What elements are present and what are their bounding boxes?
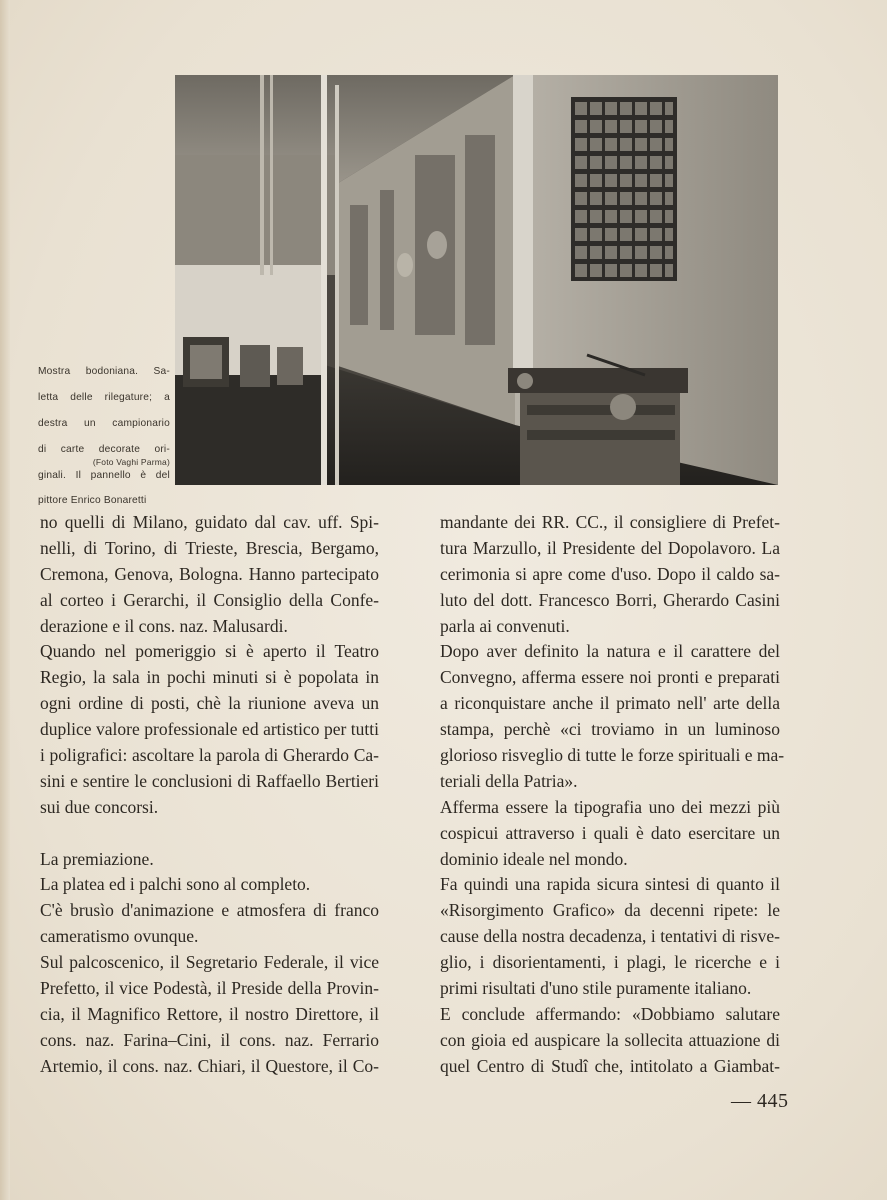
text-line: Sul palcoscenico, il Segretario Federale, il vice bbox=[40, 952, 379, 973]
binding-press bbox=[508, 355, 688, 485]
paragraph-gap bbox=[40, 821, 379, 847]
text-line: Regio, la sala in pochi minuti si è popolata in bbox=[40, 667, 379, 688]
text-line: E conclude affermando: «Dobbiamo salutare bbox=[440, 1003, 780, 1024]
text-line: derazione e il cons. naz. Malusardi. bbox=[40, 615, 288, 636]
text-line: Prefetto, il vice Podestà, il Preside della Provin- bbox=[40, 978, 379, 999]
photo-credit: (Foto Vaghi Parma) bbox=[92, 457, 170, 467]
page-number: — 445 bbox=[731, 1090, 789, 1112]
text-line: La platea ed i palchi sono al completo. bbox=[40, 874, 311, 895]
caption-line: destra un campionario bbox=[38, 417, 170, 429]
text-line: cospicui attraverso i quali è dato esercitare un bbox=[440, 822, 780, 843]
caption-line: di carte decorate ori- bbox=[38, 443, 170, 455]
text-line: no quelli di Milano, guidato dal cav. uff. Spi- bbox=[40, 512, 379, 532]
text-line: ogni ordine di posti, chè la riunione aveva un bbox=[40, 693, 379, 714]
text-line: sui due concorsi. bbox=[40, 796, 159, 817]
text-line: Afferma essere la tipografia uno dei mezzi più bbox=[440, 796, 780, 817]
text-line: cause della nostra decadenza, i tentativi di risve- bbox=[440, 926, 780, 947]
text-line: mandante dei RR. CC., il consigliere di Prefet- bbox=[440, 512, 780, 532]
text-line: cameratismo ovunque. bbox=[40, 926, 199, 947]
text-line: al corteo i Gerarchi, il Consiglio della Confe- bbox=[40, 589, 379, 610]
text-line: «Risorgimento Grafico» da decenni ripete: le bbox=[440, 900, 780, 921]
photo-caption bbox=[38, 365, 170, 520]
binding-edge bbox=[0, 0, 10, 1200]
text-line: stampa, perchè «ci troviamo in un luminoso bbox=[440, 719, 780, 740]
text-line: tura Marzullo, il Presidente del Dopolavoro. La bbox=[440, 537, 780, 558]
text-line: Fa quindi una rapida sicura sintesi di quanto il bbox=[440, 874, 780, 895]
text-line: teriali della Patria». bbox=[440, 770, 578, 791]
text-line: cerimonia si apre come d'uso. Dopo il caldo sa- bbox=[440, 563, 780, 584]
exhibition-photo bbox=[175, 75, 778, 485]
text-line: Convegno, afferma essere noi pronti e preparati bbox=[440, 667, 780, 688]
text-line: Artemio, il cons. naz. Chiari, il Questore, il Co- bbox=[40, 1055, 379, 1076]
text-line: a riconquistare anche il primato nell' arte della bbox=[440, 693, 780, 714]
text-line: Quando nel pomeriggio si è aperto il Teatro bbox=[40, 641, 379, 662]
text-column-left bbox=[40, 510, 379, 1080]
text-line: cia, il Magnifico Rettore, il nostro Direttore, il bbox=[40, 1003, 379, 1024]
text-line: Dopo aver definito la natura e il carattere del bbox=[440, 641, 780, 662]
glass-block-window bbox=[571, 97, 677, 281]
text-line: dominio ideale nel mondo. bbox=[440, 848, 628, 869]
text-line: sini e sentire le conclusioni di Raffaello Bertieri bbox=[40, 770, 379, 791]
text-line: cons. naz. Farina–Cini, il cons. naz. Ferrario bbox=[40, 1029, 379, 1050]
text-line: con gioia ed auspicare la sollecita attuazione di bbox=[440, 1029, 780, 1050]
text-line: i poligrafici: ascoltare la parola di Gherardo Ca- bbox=[40, 745, 379, 766]
section-heading: La premiazione. bbox=[40, 848, 154, 869]
caption-line: pittore Enrico Bonaretti bbox=[38, 495, 147, 507]
text-line: nelli, di Torino, di Trieste, Brescia, Bergamo, bbox=[40, 537, 379, 558]
text-line: C'è brusìo d'animazione e atmosfera di franco bbox=[40, 900, 379, 921]
text-line: Cremona, Genova, Bologna. Hanno partecipato bbox=[40, 563, 379, 584]
text-line: primi risultati d'uno stile puramente italiano. bbox=[440, 978, 752, 999]
text-column-right bbox=[440, 510, 785, 1080]
caption-line: ginali. Il pannello è del bbox=[38, 469, 170, 481]
text-line: parla ai convenuti. bbox=[440, 615, 570, 636]
caption-line: Mostra bodoniana. Sa- bbox=[38, 366, 170, 377]
text-line: glio, i disorientamenti, i plagi, le ricerche e i bbox=[440, 952, 780, 973]
text-line: quel Centro di Studî che, intitolato a Giambat- bbox=[440, 1055, 780, 1076]
text-line: luto del dott. Francesco Borri, Gherardo Casini bbox=[440, 589, 780, 610]
text-line: glorioso risveglio di tutte le forze spirituali e ma- bbox=[440, 745, 785, 766]
caption-line: letta delle rilegature; a bbox=[38, 391, 170, 403]
text-line: duplice valore professionale ed artistico per tutti bbox=[40, 719, 379, 740]
